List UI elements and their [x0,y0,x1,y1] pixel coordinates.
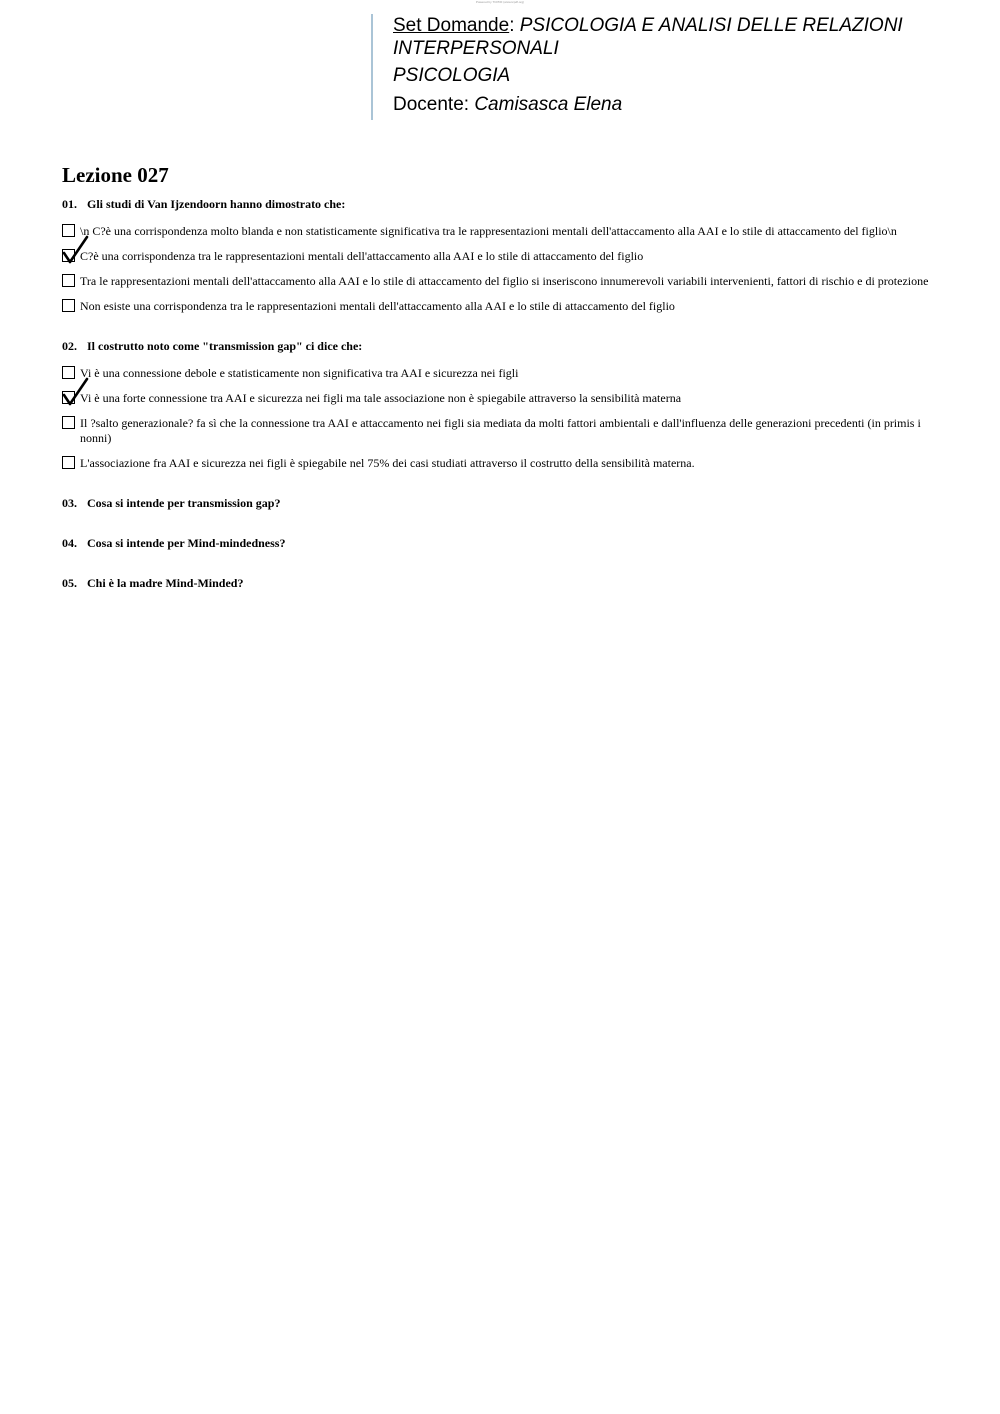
teacher-name: Camisasca Elena [474,94,623,115]
checkmark-icon [63,377,89,407]
teacher-line [393,93,931,116]
answer-option [62,456,932,471]
open-question [62,495,932,511]
question-text: Gli studi di Van Ijzendoorn hanno dimostrato che: [87,197,346,211]
question-title [62,575,932,591]
answer-text: \n C?è una corrispondenza molto blanda e non statisticamente significativa tra le rappresentazioni mentali dell'attaccamento alla AAI e lo stile di attaccamento del figlio\n [80,224,897,238]
lesson-title: Lezione 027 [62,163,169,187]
question-number: 05. [62,576,77,590]
answer-option [62,299,932,314]
document-header [371,14,931,120]
answer-checkbox[interactable] [62,416,75,429]
question-title [62,196,932,212]
answer-text: Vi è una forte connessione tra AAI e sicurezza nei figli ma tale associazione non è spiegabile attraverso la sensibilità materna [80,391,682,405]
answer-option [62,224,932,239]
question [62,338,932,471]
question-number: 04. [62,536,77,550]
question-text: Cosa si intende per Mind-mindedness? [87,536,286,550]
set-title: PSICOLOGIA E ANALISI DELLE RELAZIONI INTERPERSONALI [393,15,903,59]
question-list [62,196,932,615]
answer-option [62,249,932,264]
page-top-note: Powered by TCPDF (www.tcpdf.org) [475,0,525,4]
question-title [62,338,932,354]
answer-text: C?è una corrispondenza tra le rappresentazioni mentali dell'attaccamento alla AAI e lo stile di attaccamento del figlio [80,249,644,263]
answer-option [62,274,932,289]
question-number: 03. [62,496,77,510]
answer-text: Tra le rappresentazioni mentali dell'attaccamento alla AAI e lo stile di attaccamento del figlio si inseriscono innumerevoli variabili intervenienti, fattori di rischio e di protezione [80,274,929,288]
set-label: Set Domande [393,15,510,36]
answer-text: Il ?salto generazionale? fa sì che la connessione tra AAI e attaccamento nei figli sia mediata da molti fattori ambientali e dall'influenza delle generazioni precedenti (in primis i nonni) [80,416,921,445]
answer-text: Non esiste una corrispondenza tra le rappresentazioni mentali dell'attaccamento alla AAI e lo stile di attaccamento del figlio [80,299,675,313]
answer-option [62,366,932,381]
question-number: 01. [62,197,77,211]
question-text: Chi è la madre Mind-Minded? [87,576,244,590]
set-colon: : [509,15,520,36]
question-number: 02. [62,339,77,353]
answer-checkbox[interactable] [62,456,75,469]
answer-checkbox[interactable] [62,274,75,287]
checkmark-icon [63,235,89,265]
answer-option [62,391,932,406]
answer-text: L'associazione fra AAI e sicurezza nei figli è spiegabile nel 75% dei casi studiati attraverso il costrutto della sensibilità materna. [80,456,695,470]
open-question [62,575,932,591]
teacher-label: Docente: [393,94,475,115]
question-text: Il costrutto noto come "transmission gap" ci dice che: [87,339,363,353]
answer-text: Vi è una connessione debole e statisticamente non significativa tra AAI e sicurezza nei figli [80,366,519,380]
question-set-line [393,14,931,60]
question-title [62,495,932,511]
question-title [62,535,932,551]
answer-option [62,416,932,446]
course-name: PSICOLOGIA [393,65,511,86]
question [62,196,932,314]
open-question [62,535,932,551]
question-text: Cosa si intende per transmission gap? [87,496,281,510]
answer-checkbox[interactable] [62,299,75,312]
